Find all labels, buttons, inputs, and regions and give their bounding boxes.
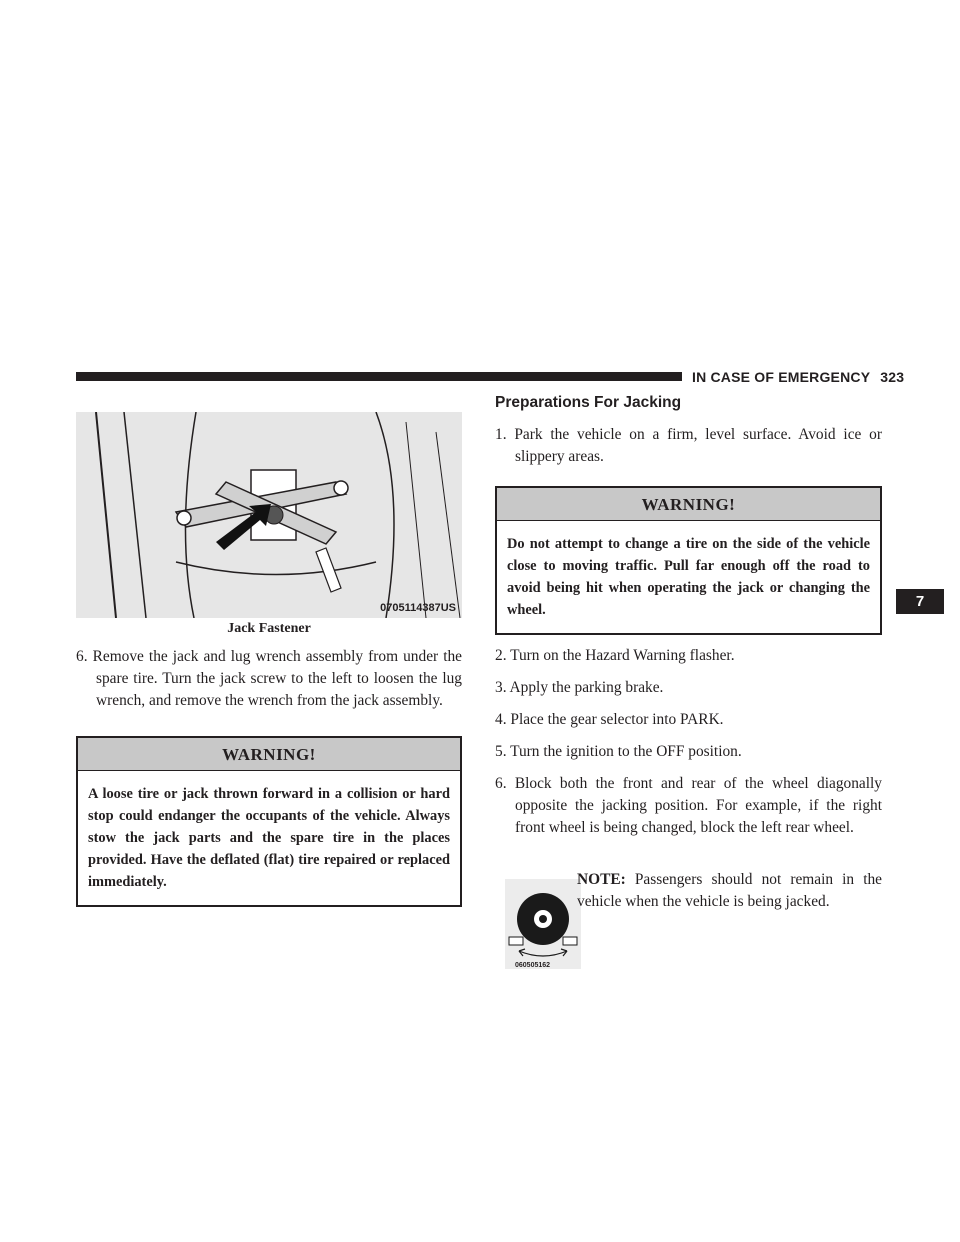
- note-wheel-block-icon: [505, 879, 581, 969]
- warning-title: WARNING!: [497, 488, 880, 521]
- warning-body: Do not attempt to change a tire on the side of the vehicle close to moving traffic. Pull far enough off the road to avoid being hit when operating the jack or changing the wheel.: [507, 536, 870, 618]
- section-title: IN CASE OF EMERGENCY: [692, 369, 871, 385]
- step-1-park: 1. Park the vehicle on a firm, level surface. Avoid ice or slippery areas.: [495, 426, 882, 465]
- jack-fastener-illustration: [76, 412, 462, 618]
- left-column: [76, 412, 462, 907]
- note-row: [495, 869, 882, 979]
- header-rule: [76, 372, 682, 381]
- step-6-remove-jack: 6. Remove the jack and lug wrench assembly from under the spare tire. Turn the jack screw to the left to loosen the lug wrench, and remove the wrench from the jack assembly.: [76, 648, 462, 709]
- step-6-block-wheel: 6. Block both the front and rear of the wheel diagonally opposite the jacking position. For example, if the right front wheel is being changed, block the left rear wheel.: [495, 775, 882, 836]
- warning-title: WARNING!: [78, 738, 460, 771]
- running-header: [692, 369, 904, 385]
- figure-code: 0705114387US: [380, 602, 456, 614]
- warning-box-traffic: [495, 486, 882, 635]
- figure-caption: Jack Fastener: [227, 621, 311, 636]
- step-4-gear: 4. Place the gear selector into PARK.: [495, 711, 724, 728]
- warning-body: A loose tire or jack thrown forward in a collision or hard stop could endanger the occupants of the vehicle. Always stow the jack parts and the spare tire in the places provided. Have the deflated (flat) tire repaired or replaced immediately.: [88, 786, 450, 890]
- warning-box-stow: [76, 736, 462, 907]
- note-body: Passengers should not remain in the vehicle when the vehicle is being jacked.: [577, 871, 882, 910]
- chapter-tab: 7: [896, 589, 944, 614]
- section-heading: Preparations For Jacking: [495, 394, 682, 411]
- note-label: NOTE:: [577, 871, 626, 888]
- step-5-ignition: 5. Turn the ignition to the OFF position.: [495, 743, 742, 760]
- note-figure-code: 060505162: [515, 962, 551, 969]
- right-column: [495, 392, 882, 979]
- note-text: [577, 869, 882, 913]
- page-number: 323: [880, 369, 905, 385]
- jack-illustration-svg: [76, 412, 462, 618]
- step-2-hazard: 2. Turn on the Hazard Warning flasher.: [495, 647, 735, 664]
- step-3-brake: 3. Apply the parking brake.: [495, 679, 664, 696]
